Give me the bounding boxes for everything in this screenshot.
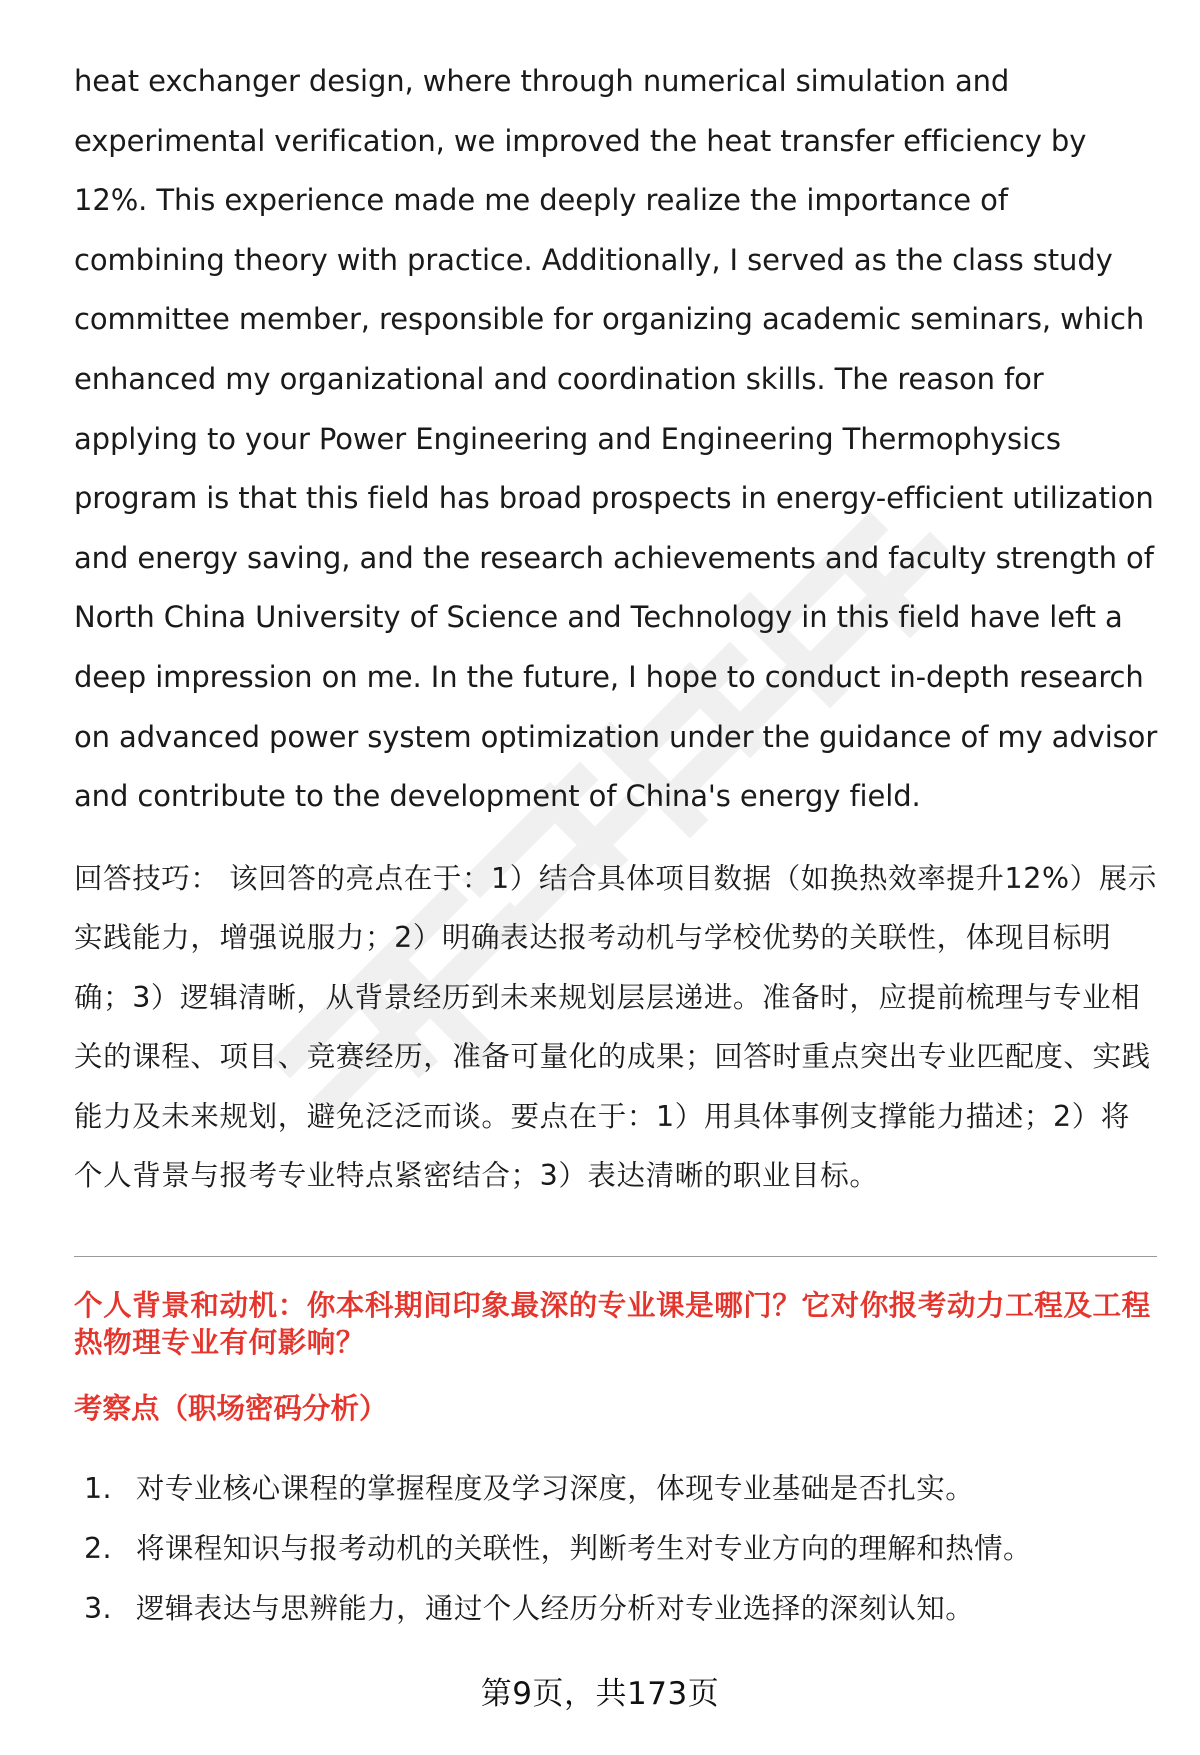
focus-points-list xyxy=(74,1459,1159,1639)
list-item-text: 逻辑表达与思辨能力，通过个人经历分析对专业选择的深刻认知。 xyxy=(136,1591,975,1625)
list-item xyxy=(74,1519,1159,1579)
interview-question: 个人背景和动机：你本科期间印象最深的专业课是哪门？它对你报考动力工程及工程热物理专业有何影响？ xyxy=(74,1288,1151,1359)
page-number-footer: 第9页，共173页 xyxy=(480,1676,720,1712)
list-item xyxy=(74,1579,1159,1639)
focus-points-heading: 考察点（职场密码分析） xyxy=(74,1391,388,1425)
list-item xyxy=(74,1459,1159,1519)
answer-tips-paragraph: 回答技巧： 该回答的亮点在于：1）结合具体项目数据（如换热效率提升12%）展示实践能力，增强说服力；2）明确表达报考动机与学校优势的关联性，体现目标明确；3）逻辑清晰，从背景经历到未来规划层层递进。准备时，应提前梳理与专业相关的课程、项目、竞赛经历，准备可量化的成果；回答时重点突出专业匹配度、实践能力及未来规划，避免泛泛而谈。要点在于：1）用具体事例支撑能力描述；2）将个人背景与报考专业特点紧密结合；3）表达清晰的职业目标。 xyxy=(74,861,1157,1193)
page-content xyxy=(74,52,1159,1639)
list-item-number: 3. xyxy=(84,1591,112,1625)
list-item-text: 将课程知识与报考动机的关联性，判断考生对专业方向的理解和热情。 xyxy=(136,1531,1032,1565)
list-item-number: 2. xyxy=(84,1531,112,1565)
list-item-text: 对专业核心课程的掌握程度及学习深度，体现专业基础是否扎实。 xyxy=(136,1471,975,1505)
list-item-number: 1. xyxy=(84,1471,112,1505)
answer-paragraph: heat exchanger design, where through numerical simulation and experimental verification, we improved the heat transfer efficiency by 12%. This experience made me deeply realize the importance of combining theory with practice. Additionally, I served as the class study committee member, responsible for organizing academic seminars, which enhanced my organizational and coordination skills. The reason for applying to your Power Engineering and Engineering Thermophysics program is that this field has broad prospects in energy-efficient utilization and energy saving, and the research achievements and faculty strength of North China University of Science and Technology in this field have left a deep impression on me. In the future, I hope to conduct in-depth research on advanced power system optimization under the guidance of my advisor and contribute to the development of China's energy field. xyxy=(74,64,1158,814)
section-divider xyxy=(74,1256,1157,1257)
